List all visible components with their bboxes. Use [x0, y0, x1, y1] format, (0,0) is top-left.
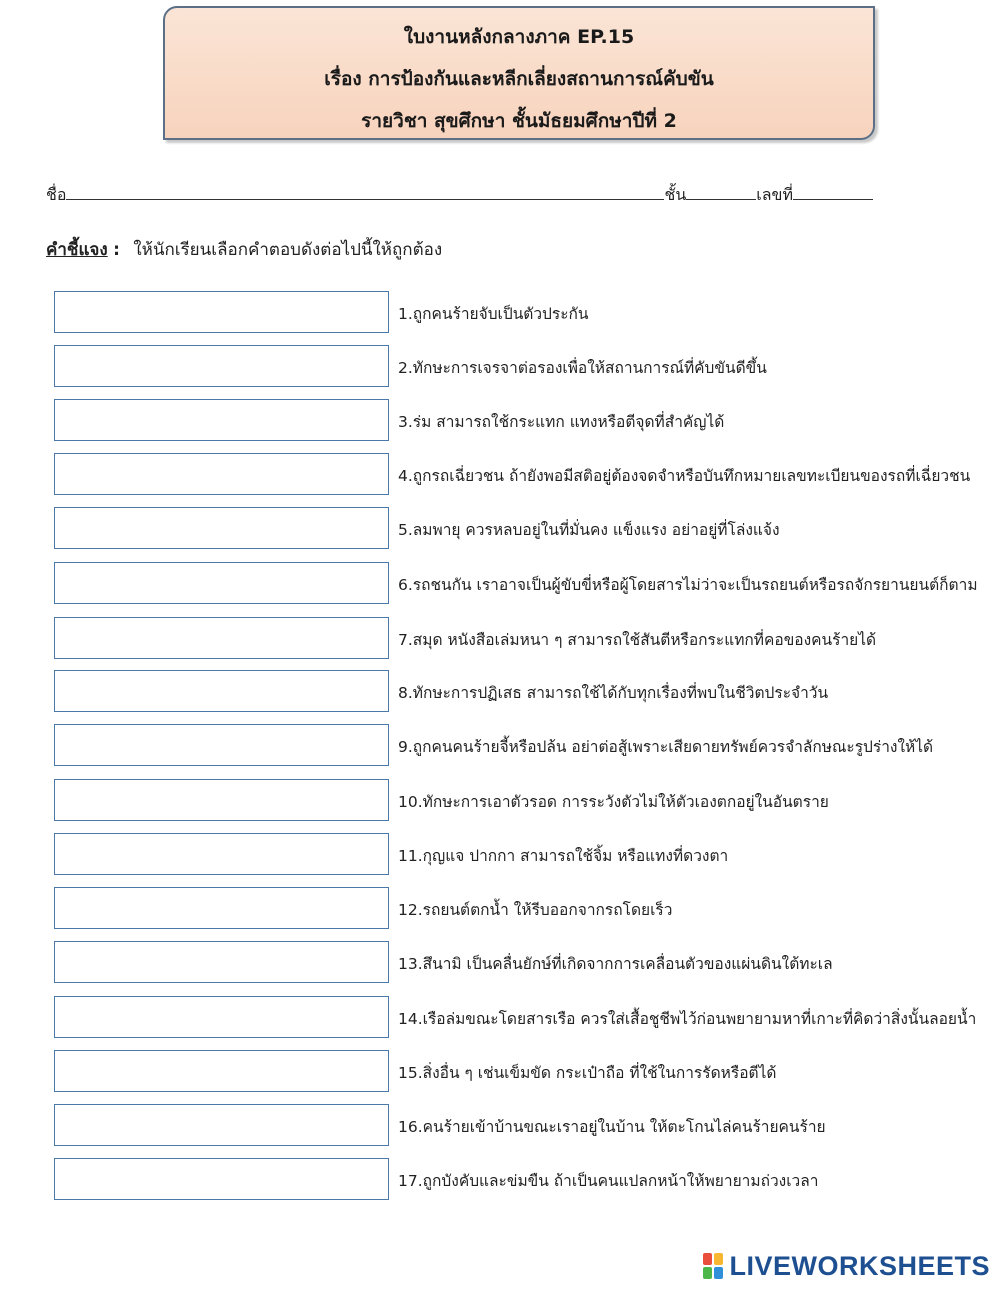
liveworksheets-logo-icon — [703, 1253, 725, 1279]
question-text: 14.เรือล่มขณะโดยสารเรือ ควรใส่เสื้อชูชีพไว้ก่อนพยายามหาที่เกาะที่คิดว่าสิ่งนั้นลอยน้ำ — [398, 1010, 977, 1028]
answer-input[interactable] — [54, 1158, 389, 1200]
question-row — [0, 996, 1000, 1040]
number-label: เลขที่ — [756, 185, 794, 204]
answer-input[interactable] — [54, 453, 389, 495]
worksheet-title: ใบงานหลังกลางภาค EP.15 — [403, 26, 635, 48]
number-line — [793, 181, 873, 200]
instructions-colon: : — [113, 240, 120, 260]
answer-input[interactable] — [54, 291, 389, 333]
answer-input[interactable] — [54, 399, 389, 441]
question-text: 6.รถชนกัน เราอาจเป็นผู้ขับขี่หรือผู้โดยสารไม่ว่าจะเป็นรถยนต์หรือรถจักรยานยนต์ก็ตาม — [398, 576, 978, 594]
answer-input[interactable] — [54, 887, 389, 929]
question-row — [0, 399, 1000, 443]
question-text: 13.สึนามิ เป็นคลื่นยักษ์ที่เกิดจากการเคลื่อนตัวของแผ่นดินใต้ทะเล — [398, 955, 833, 973]
class-line — [686, 181, 756, 200]
question-text: 15.สิ่งอื่น ๆ เช่นเข็มขัด กระเป๋าถือ ที่ใช้ในการรัดหรือตีได้ — [398, 1064, 777, 1082]
question-row — [0, 724, 1000, 768]
question-row — [0, 617, 1000, 661]
question-text: 7.สมุด หนังสือเล่มหนา ๆ สามารถใช้สันตีหรือกระแทกที่คอของคนร้ายได้ — [398, 631, 877, 649]
answer-input[interactable] — [54, 670, 389, 712]
name-label: ชื่อ — [46, 185, 67, 204]
question-text: 11.กุญแจ ปากกา สามารถใช้จิ้ม หรือแทงที่ดวงตา — [398, 847, 729, 865]
worksheet-subject: รายวิชา สุขศึกษา ชั้นมัธยมศึกษาปีที่ 2 — [361, 110, 677, 132]
question-text: 9.ถูกคนคนร้ายจี้หรือปล้น อย่าต่อสู้เพราะเสียดายทรัพย์ควรจำลักษณะรูปร่างให้ได้ — [398, 738, 934, 756]
answer-input[interactable] — [54, 507, 389, 549]
question-text: 2.ทักษะการเจรจาต่อรองเพื่อให้สถานการณ์ที่คับขันดีขึ้น — [398, 359, 767, 377]
question-text: 5.ลมพายุ ควรหลบอยู่ในที่มั่นคง แข็งแรง อย่าอยู่ที่โล่งแจ้ง — [398, 521, 780, 539]
answer-input[interactable] — [54, 345, 389, 387]
question-row — [0, 562, 1000, 606]
question-row — [0, 887, 1000, 931]
instructions-label: คำชี้แจง — [46, 240, 108, 260]
question-row — [0, 291, 1000, 335]
question-row — [0, 941, 1000, 985]
answer-input[interactable] — [54, 617, 389, 659]
instructions — [46, 236, 442, 263]
answer-input[interactable] — [54, 996, 389, 1038]
question-row — [0, 1050, 1000, 1094]
question-text: 3.ร่ม สามารถใช้กระแทก แทงหรือตีจุดที่สำคัญได้ — [398, 413, 725, 431]
answer-input[interactable] — [54, 833, 389, 875]
instructions-text: ให้นักเรียนเลือกคำตอบดังต่อไปนี้ให้ถูกต้อง — [133, 240, 443, 260]
question-text: 16.คนร้ายเข้าบ้านขณะเราอยู่ในบ้าน ให้ตะโกนไล่คนร้ายคนร้าย — [398, 1118, 826, 1136]
answer-input[interactable] — [54, 779, 389, 821]
question-text: 12.รถยนต์ตกน้ำ ให้รีบออกจากรถโดยเร็ว — [398, 901, 673, 919]
name-line — [66, 181, 664, 200]
question-row — [0, 1158, 1000, 1202]
question-row — [0, 670, 1000, 714]
answer-input[interactable] — [54, 724, 389, 766]
answer-input[interactable] — [54, 941, 389, 983]
question-text: 10.ทักษะการเอาตัวรอด การระวังตัวไม่ให้ตัวเองตกอยู่ในอันตราย — [398, 793, 829, 811]
question-text: 8.ทักษะการปฏิเสธ สามารถใช้ได้กับทุกเรื่องที่พบในชีวิตประจำวัน — [398, 684, 829, 702]
liveworksheets-logo — [703, 1251, 990, 1281]
question-text: 4.ถูกรถเฉี่ยวชน ถ้ายังพอมีสติอยู่ต้องจดจำหรือบันทึกหมายเลขทะเบียนของรถที่เฉี่ยวชน — [398, 467, 971, 485]
worksheet-title-box — [163, 6, 875, 140]
student-info-row — [46, 181, 886, 208]
question-row — [0, 453, 1000, 497]
worksheet-topic: เรื่อง การป้องกันและหลีกเลี่ยงสถานการณ์คับขัน — [324, 68, 714, 90]
liveworksheets-logo-text: LIVEWORKSHEETS — [729, 1250, 990, 1281]
question-row — [0, 345, 1000, 389]
question-text: 1.ถูกคนร้ายจับเป็นตัวประกัน — [398, 305, 589, 323]
answer-input[interactable] — [54, 562, 389, 604]
answer-input[interactable] — [54, 1050, 389, 1092]
question-row — [0, 1104, 1000, 1148]
answer-input[interactable] — [54, 1104, 389, 1146]
question-row — [0, 507, 1000, 551]
question-row — [0, 833, 1000, 877]
class-label: ชั้น — [664, 185, 687, 204]
question-text: 17.ถูกบังคับและข่มขืน ถ้าเป็นคนแปลกหน้าให้พยายามถ่วงเวลา — [398, 1172, 819, 1190]
question-row — [0, 779, 1000, 823]
